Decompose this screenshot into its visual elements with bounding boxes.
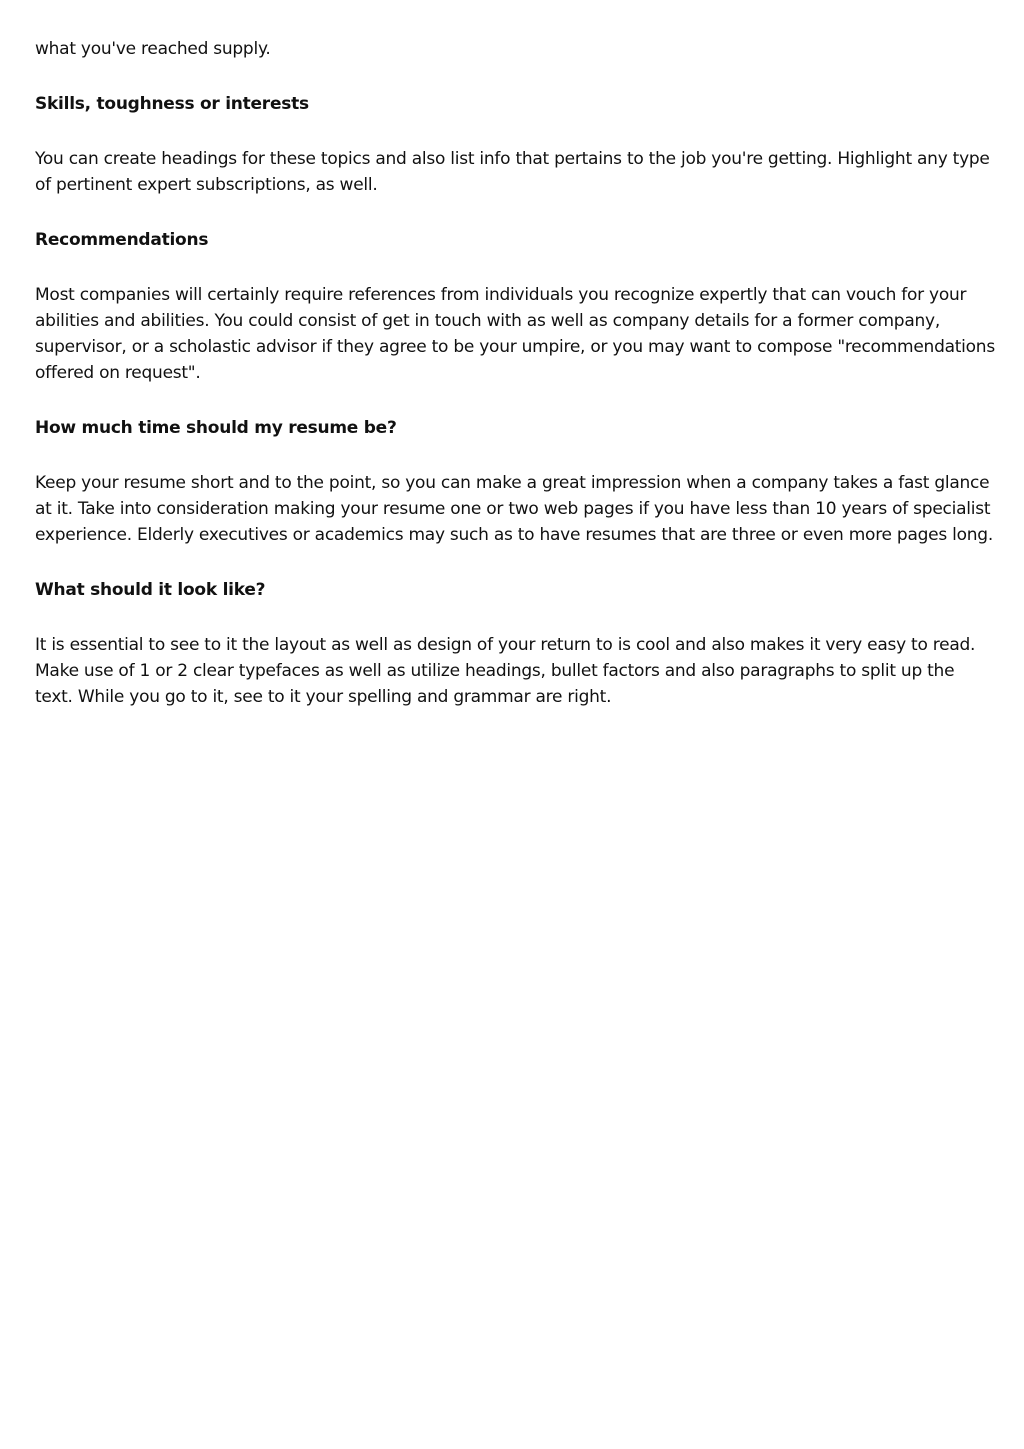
paragraph-look: It is essential to see to it the layout as well as design of your return to is cool and also makes it very easy to read. Make use of 1 or 2 clear typefaces as well as utilize headings, bullet factors and also paragraphs to split up the text. While you go to it, see to it your spelling and grammar are right. [35, 635, 976, 707]
heading-look: What should it look like? [35, 580, 266, 600]
paragraph-skills: You can create headings for these topics and also list info that pertains to the job you're getting. Highlight any type of pertinent expert subscriptions, as well. [35, 149, 990, 195]
document-page [35, 36, 995, 739]
heading-resume-length: How much time should my resume be? [35, 418, 397, 438]
heading-recommendations: Recommendations [35, 230, 209, 250]
paragraph-resume-length: Keep your resume short and to the point, so you can make a great impression when a company takes a fast glance at it. Take into consideration making your resume one or two web pages if you have less than 10 years of specialist experience. Elderly executives or academics may such as to have resumes that are three or even more pages long. [35, 473, 993, 545]
heading-skills: Skills, toughness or interests [35, 94, 309, 114]
paragraph-intro: what you've reached supply. [35, 39, 271, 59]
paragraph-recommendations: Most companies will certainly require references from individuals you recognize expertly that can vouch for your abilities and abilities. You could consist of get in touch with as well as company details for a former company, supervisor, or a scholastic advisor if they agree to be your umpire, or you may want to compose "recommendations offered on request". [35, 285, 995, 383]
